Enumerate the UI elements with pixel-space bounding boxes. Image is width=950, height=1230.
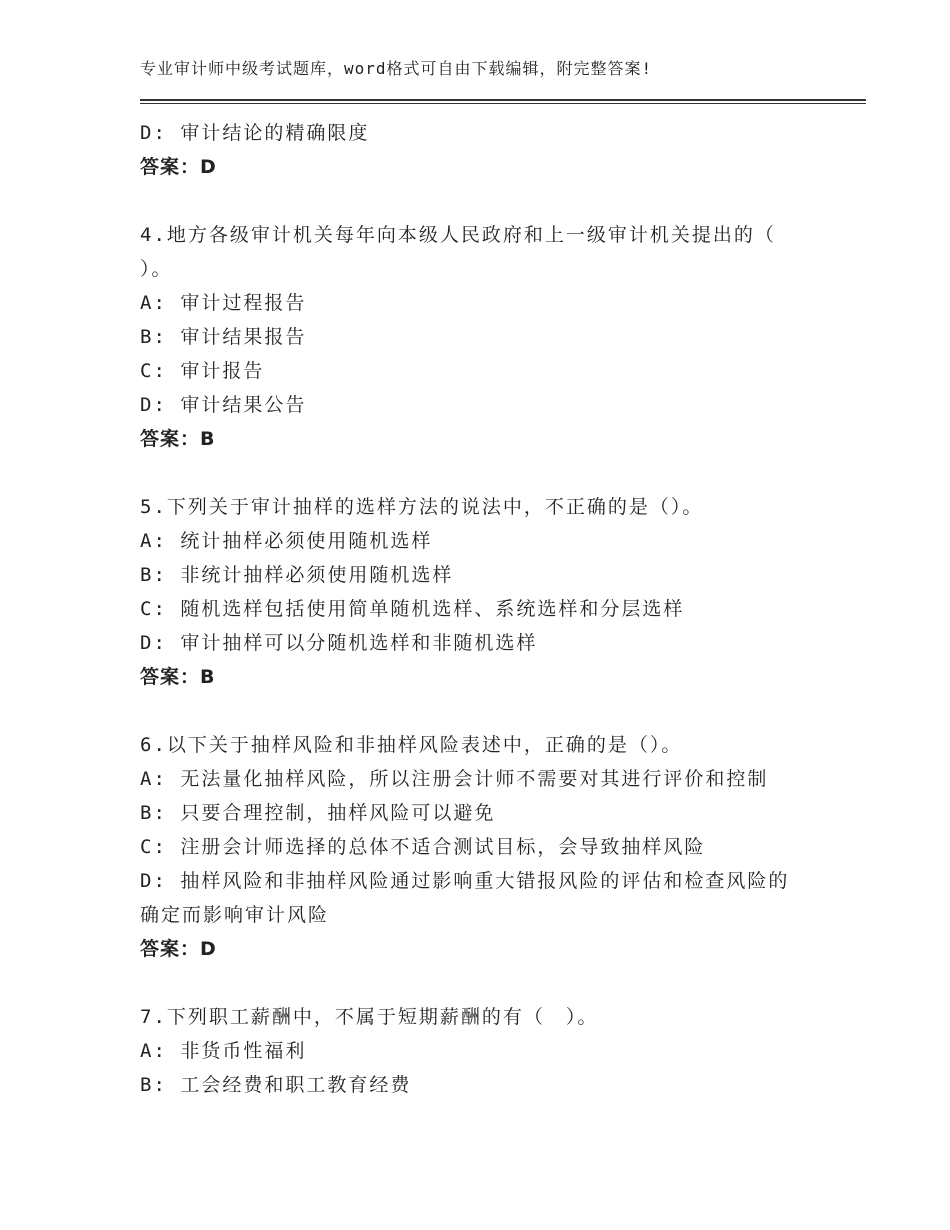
question-block bbox=[140, 490, 830, 694]
question-line: C: 审计报告 bbox=[140, 360, 265, 382]
question-list bbox=[140, 116, 830, 1102]
answer-line: 答案：D bbox=[140, 938, 217, 960]
question-stem: 4.地方各级审计机关每年向本级人民政府和上一级审计机关提出的（ bbox=[140, 224, 776, 246]
question-stem: 7.下列职工薪酬中，不属于短期薪酬的有（ ）。 bbox=[140, 1006, 599, 1028]
header-rule-thick bbox=[140, 99, 866, 101]
question-line: B: 审计结果报告 bbox=[140, 326, 307, 348]
question-line: B: 工会经费和职工教育经费 bbox=[140, 1074, 412, 1096]
question-line: A: 统计抽样必须使用随机选样 bbox=[140, 530, 433, 552]
answer-line: 答案：D bbox=[140, 156, 217, 178]
question-line: ）。 bbox=[140, 258, 173, 280]
question-line: A: 非货币性福利 bbox=[140, 1040, 307, 1062]
question-block bbox=[140, 1000, 830, 1102]
question-line: B: 只要合理控制，抽样风险可以避免 bbox=[140, 802, 496, 824]
header-rule-thin bbox=[140, 103, 866, 104]
question-line: A: 审计过程报告 bbox=[140, 292, 307, 314]
page-header: 专业审计师中级考试题库，word格式可自由下载编辑，附完整答案! bbox=[140, 59, 653, 78]
question-line: C: 注册会计师选择的总体不适合测试目标，会导致抽样风险 bbox=[140, 836, 706, 858]
answer-line: 答案：B bbox=[140, 428, 216, 450]
question-line: 确定而影响审计风险 bbox=[140, 904, 330, 926]
question-stem: 6.以下关于抽样风险和非抽样风险表述中，正确的是（）。 bbox=[140, 734, 683, 756]
question-line: B: 非统计抽样必须使用随机选样 bbox=[140, 564, 454, 586]
question-line: A: 无法量化抽样风险，所以注册会计师不需要对其进行评价和控制 bbox=[140, 768, 769, 790]
question-line: D: 抽样风险和非抽样风险通过影响重大错报风险的评估和检查风险的 bbox=[140, 870, 790, 892]
question-line: D: 审计结果公告 bbox=[140, 394, 307, 416]
answer-line: 答案：B bbox=[140, 666, 216, 688]
question-block bbox=[140, 218, 830, 456]
question-line: D: 审计结论的精确限度 bbox=[140, 122, 370, 144]
question-block bbox=[140, 116, 830, 184]
question-line: C: 随机选样包括使用简单随机选样、系统选样和分层选样 bbox=[140, 598, 685, 620]
question-line: D: 审计抽样可以分随机选样和非随机选样 bbox=[140, 632, 538, 654]
question-block bbox=[140, 728, 830, 966]
question-stem: 5.下列关于审计抽样的选样方法的说法中，不正确的是（）。 bbox=[140, 496, 704, 518]
